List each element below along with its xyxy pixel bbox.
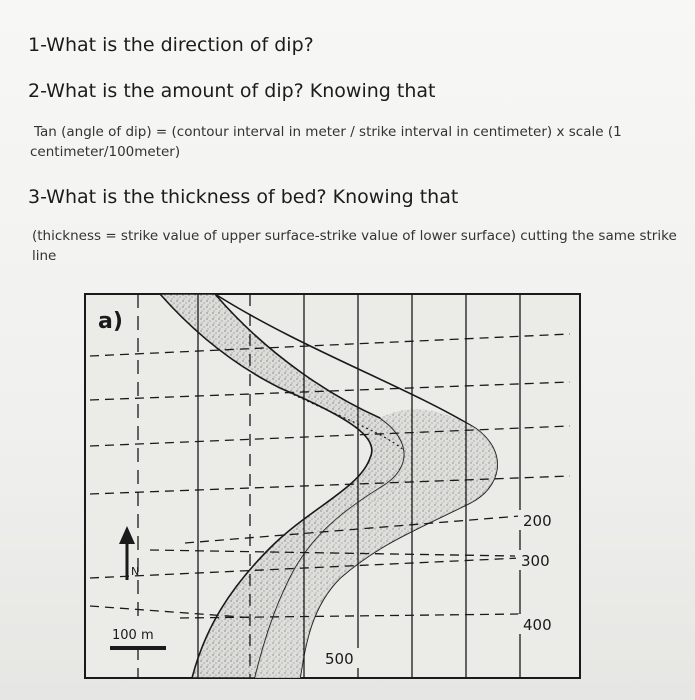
- map-frame: [85, 294, 580, 678]
- north-label: N: [131, 565, 140, 578]
- panel-label: a): [98, 309, 123, 334]
- question-2-formula: [30, 122, 674, 162]
- question-3: 3-What is the thickness of bed? Knowing that: [28, 186, 459, 208]
- contour-label-400: 400: [523, 616, 552, 634]
- scale-label: 100 m: [112, 628, 154, 643]
- question-3-formula: [32, 226, 692, 266]
- contour-label-500: 500: [325, 650, 354, 668]
- contour-label-200: 200: [523, 512, 552, 530]
- question-3-formula-line-2: line: [32, 248, 57, 264]
- question-2-formula-line-2: centimeter/100meter): [30, 144, 181, 160]
- geologic-map: [80, 288, 585, 684]
- question-1: 1-What is the direction of dip?: [28, 34, 314, 56]
- question-3-formula-line-1: (thickness = strike value of upper surface-strike value of lower surface) cutting the same strike: [32, 228, 677, 244]
- question-2: 2-What is the amount of dip? Knowing that: [28, 80, 436, 102]
- contour-label-300: 300: [521, 552, 550, 570]
- question-2-formula-line-1: Tan (angle of dip) = (contour interval in meter / strike interval in centimeter) x scale (1: [34, 124, 622, 140]
